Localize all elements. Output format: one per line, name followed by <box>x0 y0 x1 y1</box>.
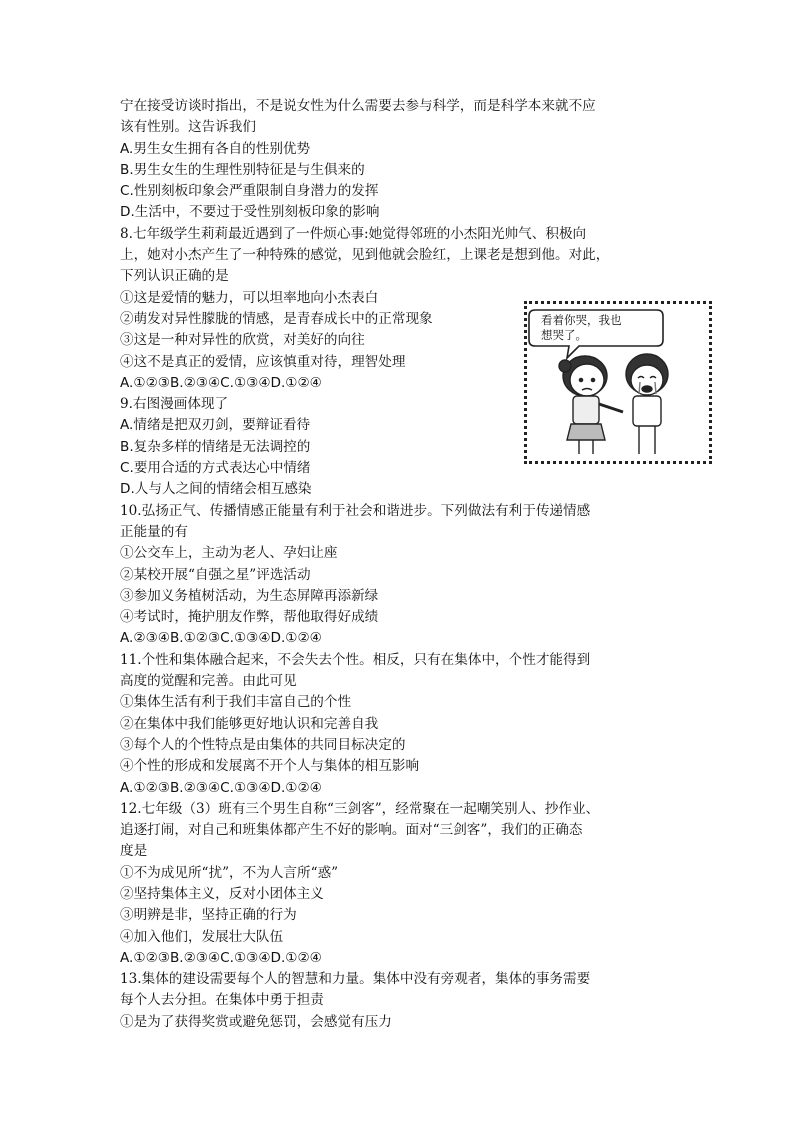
text-line: A.①②③B.②③④C.①③④D.①②④ <box>120 949 322 966</box>
text-line: ②在集体中我们能够更好地认识和完善自我 <box>120 715 379 732</box>
text-line: 每个人去分担。在集体中勇于担责 <box>120 992 324 1009</box>
text-line: 11.个性和集体融合起来，不会失去个性。相反，只有在集体中，个性才能得到 <box>120 651 591 668</box>
text-line: ①是为了获得奖赏或避免惩罚，会感觉有压力 <box>120 1013 392 1030</box>
girl-crying <box>626 354 668 454</box>
text-line: ①这是爱情的魅力，可以坦率地向小杰表白 <box>120 289 379 306</box>
text-line: ③明辨是非，坚持正确的行为 <box>120 907 297 924</box>
text-line: ②某校开展“自强之星”评选活动 <box>120 566 311 583</box>
text-line: 上，她对小杰产生了一种特殊的感觉，见到他就会脸红，上课老是想到他。对此， <box>120 247 610 264</box>
text-line: ②坚持集体主义，反对小团体主义 <box>120 885 324 902</box>
text-line: 正能量的有 <box>120 523 188 540</box>
text-line: 追逐打闹，对自己和班集体都产生不好的影响。面对“三剑客”，我们的正确态 <box>120 822 583 839</box>
text-line: C.性别刻板印象会严重限制自身潜力的发挥 <box>120 183 379 200</box>
text-line: B.复杂多样的情绪是无法调控的 <box>120 438 311 455</box>
text-line: B.男生女生的生理性别特征是与生俱来的 <box>120 161 365 178</box>
text-line: A.情绪是把双刃剑，要辩证看待 <box>120 417 311 434</box>
speech-bubble-text <box>541 313 661 343</box>
speech-bubble-line: 看着你哭，我也 <box>541 313 622 327</box>
text-line: 8.七年级学生莉莉最近遇到了一件烦心事:她觉得邻班的小杰阳光帅气、积极向 <box>120 225 587 242</box>
document-body <box>120 96 720 1033</box>
text-line: ③这是一种对异性的欣赏，对美好的向往 <box>120 332 365 349</box>
text-line: C.要用合适的方式表达心中情绪 <box>120 460 311 477</box>
text-line: ④考试时，掩护朋友作弊，帮他取得好成绩 <box>120 609 379 626</box>
text-line: 12.七年级（3）班有三个男生自称“三剑客”，经常聚在一起嘲笑别人、抄作业、 <box>120 800 600 817</box>
text-line: D.生活中，不要过于受性别刻板印象的影响 <box>120 204 380 221</box>
text-line: D.人与人之间的情绪会相互感染 <box>120 481 312 498</box>
text-line: 度是 <box>120 843 148 860</box>
girl-comforting <box>559 356 623 454</box>
text-line: A.②③④B.①②③C.①③④D.①②④ <box>120 630 322 647</box>
text-line: 10.弘扬正气、传播情感正能量有利于社会和谐进步。下列做法有利于传递情感 <box>120 502 591 519</box>
text-line: 下列认识正确的是 <box>120 268 229 285</box>
text-line: ②萌发对异性朦胧的情感，是青春成长中的正常现象 <box>120 310 433 327</box>
text-line: 高度的觉醒和完善。由此可见 <box>120 673 297 690</box>
text-line: ①公交车上，主动为老人、孕妇让座 <box>120 545 338 562</box>
text-line: ③参加义务植树活动，为生态屏障再添新绿 <box>120 587 379 604</box>
text-line: ①集体生活有利于我们丰富自己的个性 <box>120 694 352 711</box>
speech-bubble-line: 想哭了。 <box>541 328 587 342</box>
comic-illustration <box>524 301 712 464</box>
text-line: 宁在接受访谈时指出，不是说女性为什么需要去参与科学，而是科学本来就不应 <box>120 98 596 114</box>
text-line: 9.右图漫画体现了 <box>120 396 229 413</box>
question-text <box>120 96 720 1033</box>
text-line: ③每个人的个性特点是由集体的共同目标决定的 <box>120 736 406 753</box>
text-line: ④这不是真正的爱情，应该慎重对待，理智处理 <box>120 353 406 370</box>
text-line: ①不为成见所“扰”，不为人言所“惑” <box>120 864 339 881</box>
text-line: ④加入他们，发展壮大队伍 <box>120 928 284 945</box>
text-line: ④个性的形成和发展离不开个人与集体的相互影响 <box>120 758 420 775</box>
text-line: 该有性别。这告诉我们 <box>120 119 256 136</box>
text-line: A.①②③B.②③④C.①③④D.①②④ <box>120 374 322 391</box>
text-line: A.①②③B.②③④C.①③④D.①②④ <box>120 779 322 796</box>
text-line: A.男生女生拥有各自的性别优势 <box>120 140 311 157</box>
text-line: 13.集体的建设需要每个人的智慧和力量。集体中没有旁观者，集体的事务需要 <box>120 971 591 988</box>
